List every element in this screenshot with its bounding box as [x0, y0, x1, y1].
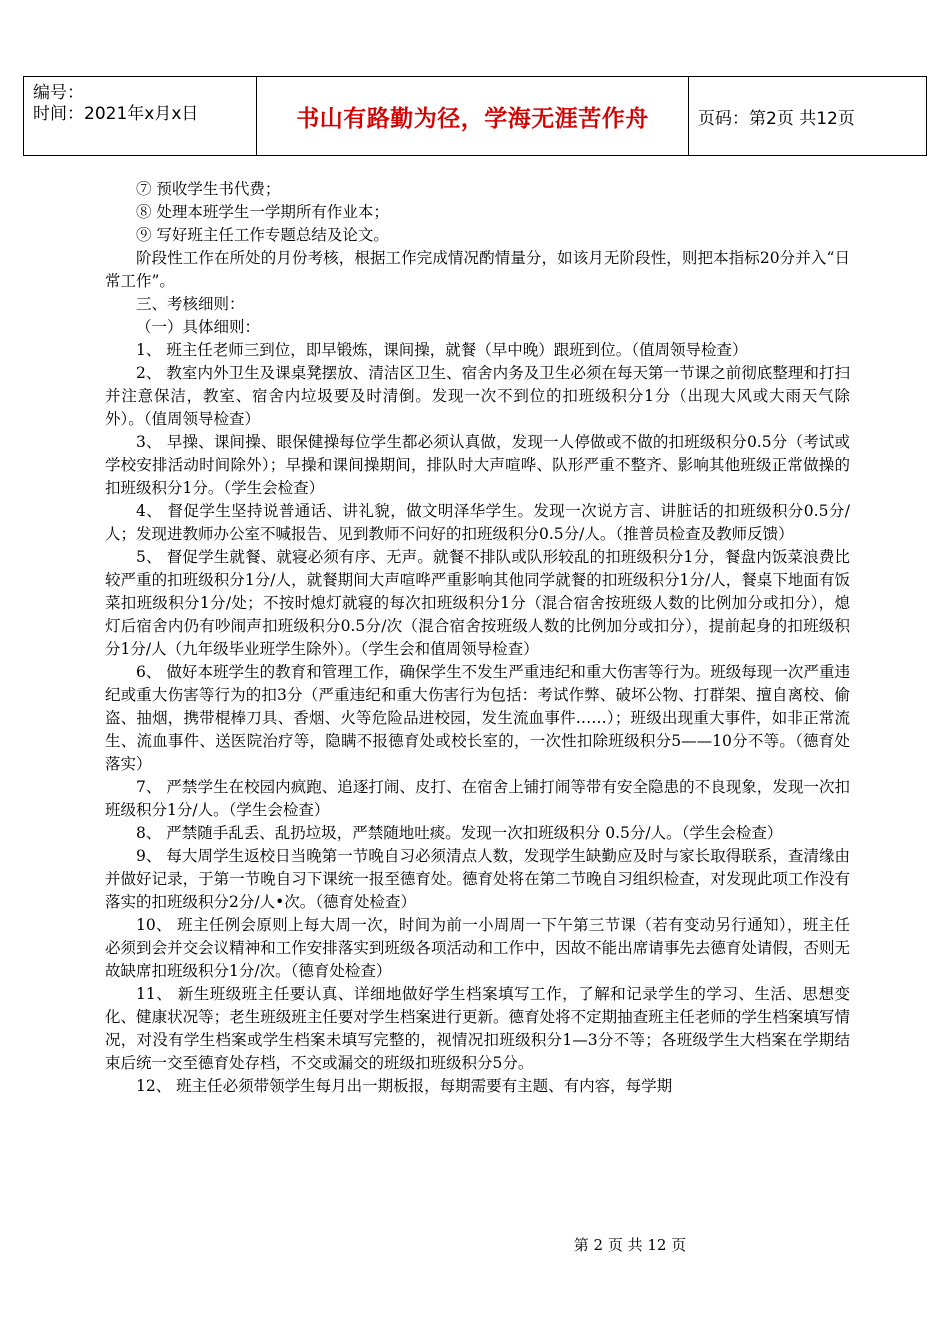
list-item: ⑧ 处理本班学生一学期所有作业本； [136, 203, 389, 221]
rule-item: 5、 督促学生就餐、就寝必须有序、无声。就餐不排队或队形较乱的扣班级积分1分，餐盘内饭菜浪费比较严重的扣班级积分1分/人，就餐期间大声喧哗严重影响其他同学就餐的扣班级积分1分/人，餐桌下地面有饭菜扣班级积分1分/处；不按时熄灯就寝的每次扣班级积分1分（混合宿舍按班级人数的比例加分或扣分），熄灯后宿舍内仍有吵闹声扣班级积分0.5分/次（混合宿舍按班级人数的比例加分或扣分），提前起身的扣班级积分1分/人（九年级毕业班学生除外）。（学生会和值周领导检查） [105, 548, 850, 658]
document-body [105, 178, 850, 1098]
list-item: ⑨ 写好班主任工作专题总结及论文。 [136, 226, 389, 244]
rule-item: 11、 新生班级班主任要认真、详细地做好学生档案填写工作，了解和记录学生的学习、生活、思想变化、健康状况等；老生班级班主任要对学生档案进行更新。德育处将不定期抽查班主任老师的学生档案填写情况，对没有学生档案或学生档案未填写完整的，视情况扣班级积分1—3分不等；各班级学生大档案在学期结束后统一交至德育处存档，不交或漏交的班级扣班级积分5分。 [105, 985, 850, 1072]
rule-item: 1、 班主任老师三到位，即早锻炼，课间操，就餐（早中晚）跟班到位。（值周领导检查） [136, 341, 748, 359]
rule-item: 12、 班主任必须带领学生每月出一期板报，每期需要有主题、有内容，每学期 [136, 1077, 673, 1095]
body-paragraph: 阶段性工作在所处的月份考核，根据工作完成情况酌情量分，如该月无阶段性，则把本指标20分并入“日常工作”。 [105, 249, 850, 290]
document-number-label: 编号： [33, 83, 84, 103]
rule-item: 7、 严禁学生在校园内疯跑、追逐打闹、皮打、在宿舍上铺打闹等带有安全隐患的不良现象，发现一次扣班级积分1分/人。（学生会检查） [105, 778, 850, 819]
subsection-heading: （一）具体细则： [136, 318, 261, 336]
list-item: ⑦ 预收学生书代费； [136, 180, 281, 198]
rule-item: 9、 每大周学生返校日当晚第一节晚自习必须清点人数，发现学生缺勤应及时与家长取得联系，查清缘由并做好记录，于第一节晚自习下课统一报至德育处。德育处将在第二节晚自习组织检查，对发现此项工作没有落实的扣班级积分2分/人•次。（德育处检查） [105, 847, 850, 911]
section-heading: 三、考核细则： [136, 295, 245, 313]
header-motto: 书山有路勤为径，学海无涯苦作舟 [296, 105, 649, 132]
page-footer [0, 1234, 950, 1255]
rule-item: 8、 严禁随手乱丢、乱扔垃圾，严禁随地吐痰。发现一次扣班级积分 0.5分/人。（学生会检查） [136, 824, 783, 842]
document-time: 时间：2021年x月x日 [33, 104, 199, 124]
header-motto-cell [257, 77, 689, 155]
rule-item: 6、 做好本班学生的教育和管理工作，确保学生不发生严重违纪和重大伤害等行为。班级每现一次严重违纪或重大伤害等行为的扣3分（严重违纪和重大伤害行为包括：考试作弊、破坏公物、打群架、擅自离校、偷盗、抽烟，携带棍棒刀具、香烟、火等危险品进校园，发生流血事件……）；班级出现重大事件，如非正常流生、流血事件、送医院治疗等，隐瞒不报德育处或校长室的，一次性扣除班级积分5——10分不等。（德育处落实） [105, 663, 850, 773]
rule-item: 10、 班主任例会原则上每大周一次，时间为前一小周周一下午第三节课（若有变动另行通知），班主任必须到会并交会议精神和工作安排落实到班级各项活动和工作中，因故不能出席请事先去德育处请假，否则无故缺席扣班级积分1分/次。（德育处检查） [105, 916, 850, 980]
header-page-info: 页码：第2页 共12页 [698, 108, 855, 129]
rule-item: 3、 早操、课间操、眼保健操每位学生都必须认真做，发现一人停做或不做的扣班级积分0.5分（考试或学校安排活动时间除外）；早操和课间操期间，排队时大声喧哗、队形严重不整齐、影响其他班级正常做操的扣班级积分1分。（学生会检查） [105, 433, 850, 497]
rule-item: 4、 督促学生坚持说普通话、讲礼貌，做文明泽华学生。发现一次说方言、讲脏话的扣班级积分0.5分/人；发现进教师办公室不喊报告、见到教师不问好的扣班级积分0.5分/人。（推普员检查及教师反馈） [105, 502, 850, 543]
page-header [23, 76, 927, 156]
rule-item: 2、 教室内外卫生及课桌凳摆放、清洁区卫生、宿舍内务及卫生必须在每天第一节课之前彻底整理和打扫并注意保洁，教室、宿舍内垃圾要及时清倒。发现一次不到位的扣班级积分1分（出现大风或大雨天气除外）。（值周领导检查） [105, 364, 850, 428]
footer-page-number: 第 2 页 共 12 页 [573, 1236, 687, 1254]
header-page-info-cell [689, 77, 926, 155]
header-meta [24, 77, 257, 155]
